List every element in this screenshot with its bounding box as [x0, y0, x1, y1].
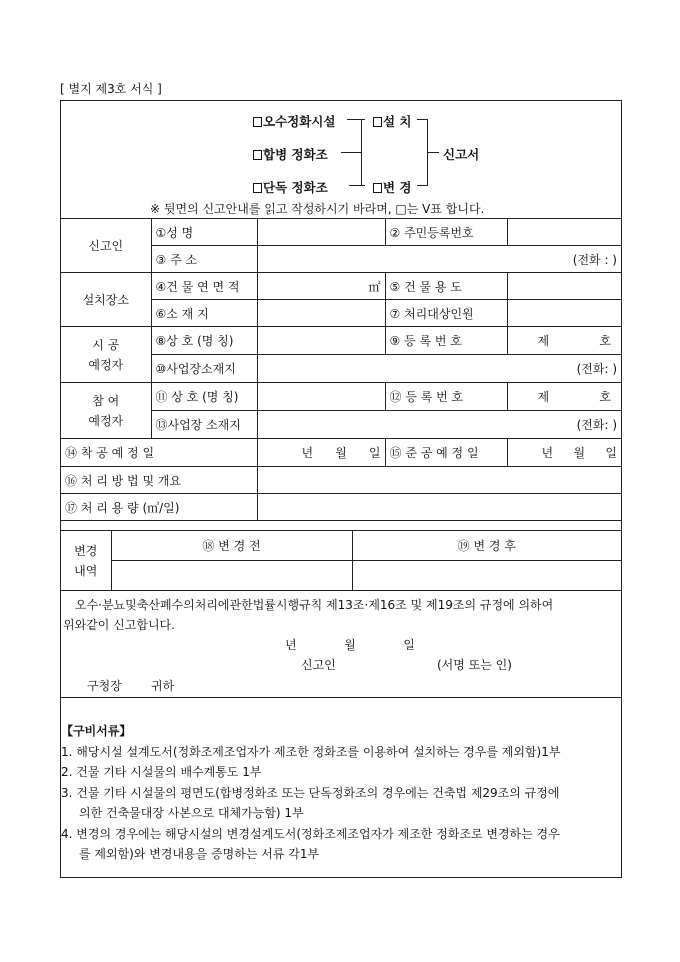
- option-single-septic[interactable]: 단독 정화조: [253, 178, 328, 196]
- declaration-line1: 오수·분뇨및축산폐수의처리에관한법률시행규칙 제13조·제16조 및 제19조의 규정에 의하여: [75, 598, 554, 612]
- report-form: [60, 100, 622, 878]
- option-install[interactable]: 설 치: [373, 112, 412, 130]
- option-change[interactable]: 변 경: [373, 178, 412, 196]
- checkbox[interactable]: [253, 150, 262, 160]
- builder-label: 시 공 예정자: [61, 327, 151, 383]
- floor-area-field[interactable]: ㎡: [257, 273, 385, 300]
- capacity-persons-field[interactable]: [507, 300, 621, 327]
- document-item-continued: 의한 건축물대장 사본으로 대체가능함) 1부: [79, 806, 304, 820]
- checkbox[interactable]: [373, 117, 382, 127]
- addressee: 구청장: [87, 679, 122, 693]
- before-label: ⑱ 변 경 전: [111, 531, 352, 561]
- change-table: [61, 530, 621, 591]
- participant-label: 참 여 예정자: [61, 383, 151, 439]
- document-item: 4. 변경의 경우에는 해당시설의 변경설계도서(정화조제조업자가 제조한 정화조로 변경하는 경우: [61, 826, 560, 841]
- honorific: 귀하: [151, 679, 175, 693]
- builder-regno-label: ⑨ 등 록 번 호: [385, 327, 507, 355]
- connector-line: [341, 152, 361, 153]
- connector-line: [417, 119, 427, 120]
- capacity-field[interactable]: [257, 494, 621, 521]
- participant-address-label: ⑬사업장 소재지: [151, 411, 257, 439]
- location-field[interactable]: [257, 300, 385, 327]
- option-combined-septic[interactable]: 합병 정화조: [253, 145, 328, 163]
- builder-name-field[interactable]: [257, 327, 385, 355]
- use-label: ⑤ 건 물 용 도: [385, 273, 507, 300]
- name-field[interactable]: [257, 219, 385, 246]
- participant-regno-field[interactable]: 제 호: [507, 383, 621, 411]
- method-field[interactable]: [257, 467, 621, 494]
- checkbox[interactable]: [253, 117, 262, 127]
- location-label: ⑥소 재 지: [151, 300, 257, 327]
- participant-name-label: ⑪ 상 호 (명 칭): [151, 383, 257, 411]
- before-field[interactable]: [111, 561, 352, 591]
- signer-label: 신고인: [301, 658, 336, 672]
- participant-address-field[interactable]: (전화: ): [257, 411, 621, 439]
- declaration-line2: 위와같이 신고합니다.: [63, 618, 175, 632]
- rrn-field[interactable]: [507, 219, 621, 246]
- capacity-label: ⑰ 처 리 용 량 (㎥/일): [61, 494, 257, 521]
- option-sewage-facility[interactable]: 오수정화시설: [253, 112, 335, 130]
- address-label: ③ 주 소: [151, 246, 257, 273]
- builder-regno-field[interactable]: 제 호: [507, 327, 621, 355]
- checkbox[interactable]: [253, 183, 262, 193]
- declaration-date[interactable]: 년 월 일: [285, 638, 415, 652]
- rrn-label: ② 주민등록번호: [385, 219, 507, 246]
- document-item: 1. 해당시설 설계도서(정화조제조업자가 제조한 정화조를 이용하여 설치하는 경우를 제외함)1부: [61, 744, 561, 759]
- start-date-label: ⑭ 착 공 예 정 일: [61, 439, 257, 467]
- document-item-continued: 를 제외함)와 변경내용을 증명하는 서류 각1부: [79, 847, 320, 861]
- builder-address-field[interactable]: (전화: ): [257, 355, 621, 383]
- form-number: [ 별지 제3호 서식 ]: [60, 82, 162, 96]
- form-table: [61, 218, 621, 521]
- document-item: 2. 건물 기타 시설물의 배수계통도 1부: [61, 765, 262, 779]
- divider: [61, 697, 621, 698]
- reporter-label: 신고인: [61, 219, 151, 273]
- connector-line: [417, 185, 427, 186]
- participant-name-field[interactable]: [257, 383, 385, 411]
- completion-date-field[interactable]: 년 월 일: [507, 439, 621, 467]
- documents-title: 【구비서류】: [61, 724, 132, 738]
- name-label: ①성 명: [151, 219, 257, 246]
- completion-date-label: ⑮ 준 공 예 정 일: [385, 439, 507, 467]
- builder-name-label: ⑧상 호 (명 칭): [151, 327, 257, 355]
- start-date-field[interactable]: 년 월 일: [257, 439, 385, 467]
- capacity-persons-label: ⑦ 처리대상인원: [385, 300, 507, 327]
- after-field[interactable]: [352, 561, 621, 591]
- address-field[interactable]: (전화 : ): [257, 246, 621, 273]
- required-documents: [61, 721, 621, 865]
- change-label: 변경 내역: [61, 531, 111, 591]
- signature-field[interactable]: (서명 또는 인): [437, 658, 512, 672]
- connector-line: [427, 152, 439, 153]
- connector-line: [349, 185, 365, 186]
- use-field[interactable]: [507, 273, 621, 300]
- method-label: ⑯ 처 리 방 법 및 개요: [61, 467, 257, 494]
- document-item: 3. 건물 기타 시설물의 평면도(합병정화조 또는 단독정화조의 경우에는 건축법 제29조의 규정에: [61, 785, 560, 800]
- site-label: 설치장소: [61, 273, 151, 327]
- checkbox[interactable]: [373, 183, 382, 193]
- participant-regno-label: ⑫ 등 록 번 호: [385, 383, 507, 411]
- doc-type: 신고서: [443, 147, 480, 162]
- floor-area-label: ④건 물 연 면 적: [151, 273, 257, 300]
- bracket-line: [361, 119, 362, 186]
- connector-line: [347, 119, 365, 120]
- builder-address-label: ⑩사업장소재지: [151, 355, 257, 383]
- notice-text: ※ 뒷면의 신고안내를 읽고 작성하시기 바라며, □는 V표 합니다.: [150, 202, 485, 216]
- after-label: ⑲ 변 경 후: [352, 531, 621, 561]
